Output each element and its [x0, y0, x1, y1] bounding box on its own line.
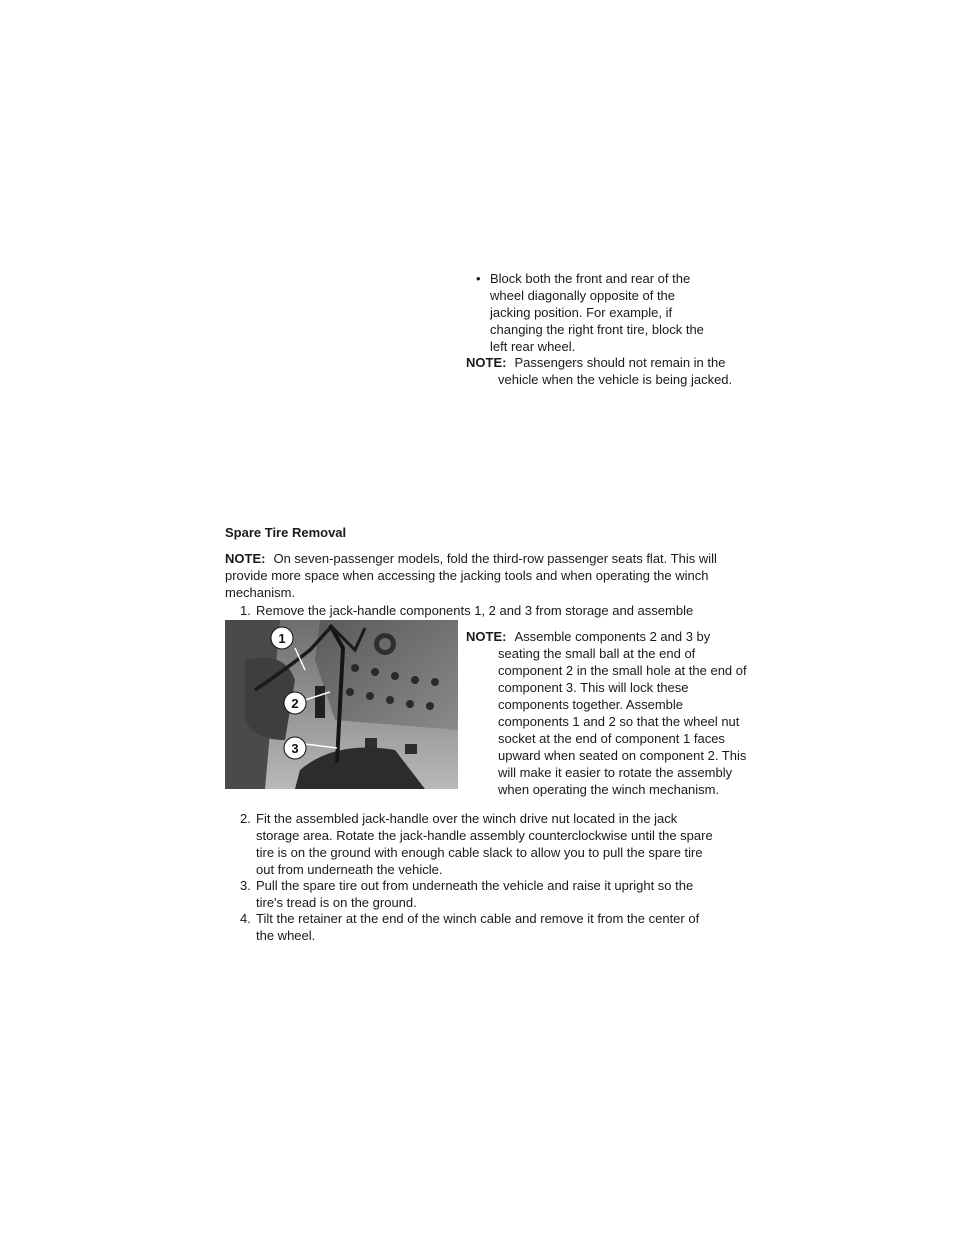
step-number: 3.: [240, 878, 251, 893]
callout-2: 2: [291, 696, 299, 711]
step-text: Remove the jack-handle components 1, 2 and 3 from storage and assemble: [256, 603, 694, 618]
step-number: 1.: [240, 603, 251, 618]
step-4: [240, 910, 720, 944]
note-assemble: [466, 628, 752, 798]
note-passengers: [466, 354, 748, 388]
step-2: [240, 810, 720, 878]
callout-3: 3: [291, 741, 299, 756]
step-number: 2.: [240, 811, 251, 826]
note-text: Assemble components 2 and 3 by seating the small ball at the end of component 2 in the small hole at the end of component 3. This will lock these components together. Assemble components 1 and 2 so that the wheel nut socket at the end of component 1 faces upward when seated on component 2. This will make it easier to rotate the assembly when operating the winch mechanism.: [498, 629, 747, 797]
note-label: NOTE:: [466, 355, 507, 370]
note-label: NOTE:: [466, 629, 507, 644]
callout-1: 1: [278, 631, 286, 646]
step-text: Fit the assembled jack-handle over the winch drive nut located in the jack storage area. Rotate the jack-handle assembly counterclockwise until the spare tire is on the ground with enough cable slack to allow you to pull the spare tire out from underneath the vehicle.: [256, 811, 713, 877]
bullet-item: [476, 270, 716, 355]
note-seven-passenger: [225, 550, 720, 601]
jack-storage-illustration: [225, 620, 458, 789]
bullet-text: Block both the front and rear of the wheel diagonally opposite of the jacking position. For example, if changing the right front tire, block the left rear wheel.: [490, 271, 704, 354]
note-text: On seven-passenger models, fold the third-row passenger seats flat. This will provide more space when accessing the jacking tools and when operating the winch mechanism.: [225, 551, 717, 600]
step-text: Tilt the retainer at the end of the winch cable and remove it from the center of the wheel.: [256, 911, 700, 943]
step-text: Pull the spare tire out from underneath the vehicle and raise it upright so the tire's tread is on the ground.: [256, 878, 694, 910]
jack-storage-figure: [225, 620, 458, 789]
step-3: [240, 877, 720, 911]
step-number: 4.: [240, 911, 251, 926]
section-title: Spare Tire Removal: [225, 525, 347, 540]
note-label: NOTE:: [225, 551, 266, 566]
note-text: Passengers should not remain in the vehicle when the vehicle is being jacked.: [498, 355, 733, 387]
bullet-marker: •: [476, 271, 481, 286]
